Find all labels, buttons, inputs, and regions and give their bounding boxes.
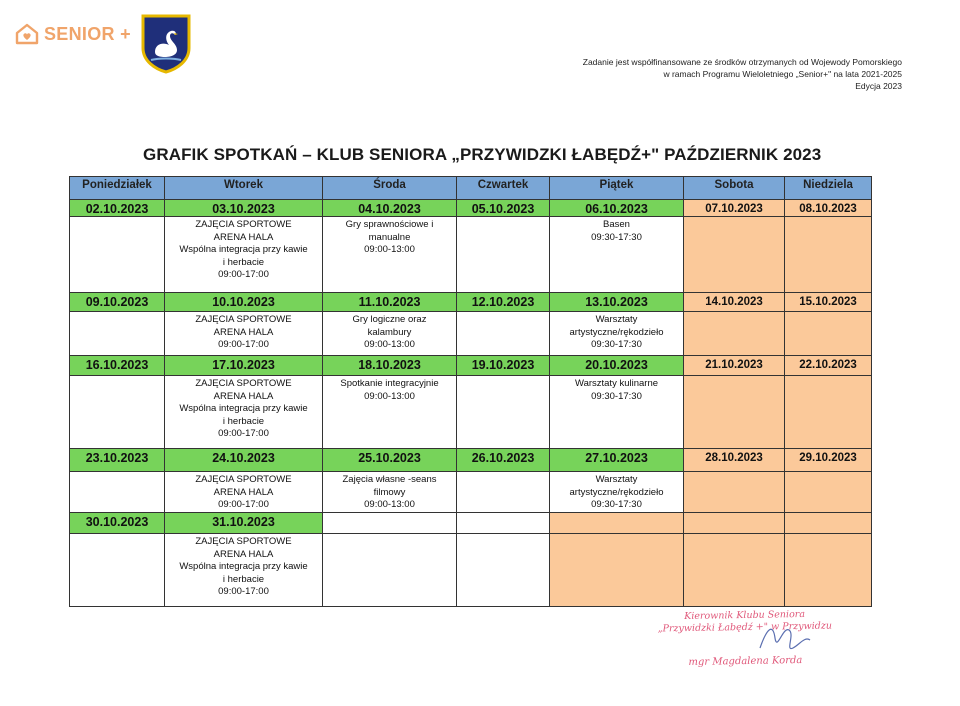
date-cell: 28.10.2023 [683, 448, 785, 472]
event-cell [784, 533, 872, 607]
event-text: 09:00-13:00 [364, 499, 415, 511]
event-text: 09:30-17:30 [591, 339, 642, 351]
event-cell [456, 471, 550, 514]
date-cell: 24.10.2023 [164, 448, 323, 472]
date-cell: 02.10.2023 [69, 199, 165, 217]
date-cell: 22.10.2023 [784, 355, 872, 376]
event-text: i herbacie [222, 573, 265, 585]
event-text: Wspólna integracja przy kawie [179, 244, 308, 256]
date-cell [456, 512, 550, 534]
event-cell [683, 311, 785, 358]
event-text: 09:30-17:30 [591, 231, 642, 243]
event-cell [164, 471, 323, 514]
event-cell [322, 533, 457, 607]
event-text: 09:00-17:00 [218, 428, 269, 440]
event-cell [456, 216, 550, 295]
event-cell [322, 375, 457, 450]
event-text: 09:00-17:00 [218, 339, 269, 351]
handwritten-signature-icon [755, 618, 815, 658]
event-text: ARENA HALA [213, 231, 274, 243]
date-cell: 25.10.2023 [322, 448, 457, 472]
event-text: 09:00-17:00 [218, 269, 269, 281]
event-cell [69, 311, 165, 358]
event-cell [69, 471, 165, 514]
event-text: ARENA HALA [213, 548, 274, 560]
date-cell: 17.10.2023 [164, 355, 323, 376]
logo-text: SENIOR + [44, 23, 131, 44]
event-text: i herbacie [222, 256, 265, 268]
event-text: 09:00-17:00 [218, 586, 269, 598]
date-cell: 18.10.2023 [322, 355, 457, 376]
event-text: Wspólna integracja przy kawie [179, 561, 308, 573]
event-text: 09:00-13:00 [364, 244, 415, 256]
event-cell [164, 216, 323, 295]
event-text: Zajęcia własne -seans [342, 474, 437, 485]
event-text: ARENA HALA [213, 486, 274, 498]
event-text: ZAJĘCIA SPORTOWE [195, 378, 292, 389]
event-cell [549, 533, 684, 607]
event-text: i herbacie [222, 415, 265, 427]
event-cell [164, 533, 323, 607]
day-header-piatek: Piątek [549, 176, 684, 200]
signature-club: „Przywidzki Łabędź +" w Przywidzu [657, 620, 833, 635]
event-cell [549, 471, 684, 514]
cofunding-line-3: Edycja 2023 [855, 81, 902, 91]
event-cell [164, 311, 323, 358]
date-cell: 03.10.2023 [164, 199, 323, 217]
date-cell: 09.10.2023 [69, 292, 165, 312]
event-text: filmowy [373, 486, 406, 498]
event-text: manualne [368, 231, 411, 243]
date-cell: 19.10.2023 [456, 355, 550, 376]
event-cell [784, 471, 872, 514]
event-text: Warsztaty [595, 474, 638, 485]
event-cell [784, 375, 872, 450]
event-cell [549, 216, 684, 295]
date-cell [683, 512, 785, 534]
event-cell [784, 216, 872, 295]
event-cell [322, 471, 457, 514]
date-cell: 05.10.2023 [456, 199, 550, 217]
date-cell: 08.10.2023 [784, 199, 872, 217]
event-cell [69, 216, 165, 295]
event-cell [69, 533, 165, 607]
event-text: 09:00-13:00 [364, 339, 415, 351]
event-text: 09:30-17:30 [591, 499, 642, 511]
event-cell [456, 311, 550, 358]
event-text: ZAJĘCIA SPORTOWE [195, 536, 292, 547]
event-cell [164, 375, 323, 450]
event-text: Wspólna integracja przy kawie [179, 403, 308, 415]
date-cell: 06.10.2023 [549, 199, 684, 217]
date-cell: 10.10.2023 [164, 292, 323, 312]
date-cell: 26.10.2023 [456, 448, 550, 472]
day-header-wtorek: Wtorek [164, 176, 323, 200]
date-cell: 15.10.2023 [784, 292, 872, 312]
event-cell [683, 471, 785, 514]
event-cell [322, 311, 457, 358]
date-cell [784, 512, 872, 534]
date-cell: 30.10.2023 [69, 512, 165, 534]
event-text: Gry sprawnościowe i [345, 219, 434, 230]
date-cell: 16.10.2023 [69, 355, 165, 376]
date-cell: 11.10.2023 [322, 292, 457, 312]
event-text: 09:30-17:30 [591, 390, 642, 402]
event-text: 09:00-17:00 [218, 499, 269, 511]
event-cell [683, 375, 785, 450]
event-text: kalambury [367, 326, 412, 338]
day-header-poniedzialek: Poniedziałek [69, 176, 165, 200]
date-cell [322, 512, 457, 534]
date-cell: 12.10.2023 [456, 292, 550, 312]
signature-name: mgr Magdalena Korda [688, 655, 803, 668]
event-cell [456, 533, 550, 607]
event-text: Warsztaty [595, 314, 638, 325]
event-text: artystyczne/rękodzieło [569, 326, 664, 338]
event-cell [549, 311, 684, 358]
event-text: ZAJĘCIA SPORTOWE [195, 314, 292, 325]
signature-stamp [630, 608, 861, 670]
event-text: ARENA HALA [213, 326, 274, 338]
date-cell: 31.10.2023 [164, 512, 323, 534]
date-cell: 04.10.2023 [322, 199, 457, 217]
event-cell [456, 375, 550, 450]
date-cell: 27.10.2023 [549, 448, 684, 472]
event-text: artystyczne/rękodzieło [569, 486, 664, 498]
day-header-czwartek: Czwartek [456, 176, 550, 200]
date-cell: 13.10.2023 [549, 292, 684, 312]
date-cell [549, 512, 684, 534]
event-text: Warsztaty kulinarne [574, 378, 659, 389]
event-cell [683, 216, 785, 295]
date-cell: 20.10.2023 [549, 355, 684, 376]
event-cell [784, 311, 872, 358]
day-header-sroda: Środa [322, 176, 457, 200]
date-cell: 23.10.2023 [69, 448, 165, 472]
event-text: Basen [603, 219, 630, 230]
day-header-sobota: Sobota [683, 176, 785, 200]
date-cell: 14.10.2023 [683, 292, 785, 312]
date-cell: 21.10.2023 [683, 355, 785, 376]
cofunding-line-2: w ramach Programu Wieloletniego „Senior+" na lata 2021-2025 [663, 69, 902, 79]
event-text: ZAJĘCIA SPORTOWE [195, 474, 292, 485]
cofunding-line-1: Zadanie jest współfinansowane ze środków otrzymanych od Wojewody Pomorskiego [582, 57, 902, 67]
date-cell: 07.10.2023 [683, 199, 785, 217]
event-cell [69, 375, 165, 450]
event-cell [549, 375, 684, 450]
event-text: ZAJĘCIA SPORTOWE [195, 219, 292, 230]
page-title: GRAFIK SPOTKAŃ – KLUB SENIORA „PRZYWIDZKI ŁABĘDŹ+" PAŹDZIERNIK 2023 [143, 145, 822, 164]
event-cell [683, 533, 785, 607]
day-header-niedziela: Niedziela [784, 176, 872, 200]
event-text: 09:00-13:00 [364, 390, 415, 402]
date-cell: 29.10.2023 [784, 448, 872, 472]
signature-role: Kierownik Klubu Seniora [684, 608, 806, 623]
event-text: ARENA HALA [213, 390, 274, 402]
event-cell [322, 216, 457, 295]
event-text: Gry logiczne oraz [352, 314, 427, 325]
event-text: Spotkanie integracyjnie [340, 378, 439, 389]
